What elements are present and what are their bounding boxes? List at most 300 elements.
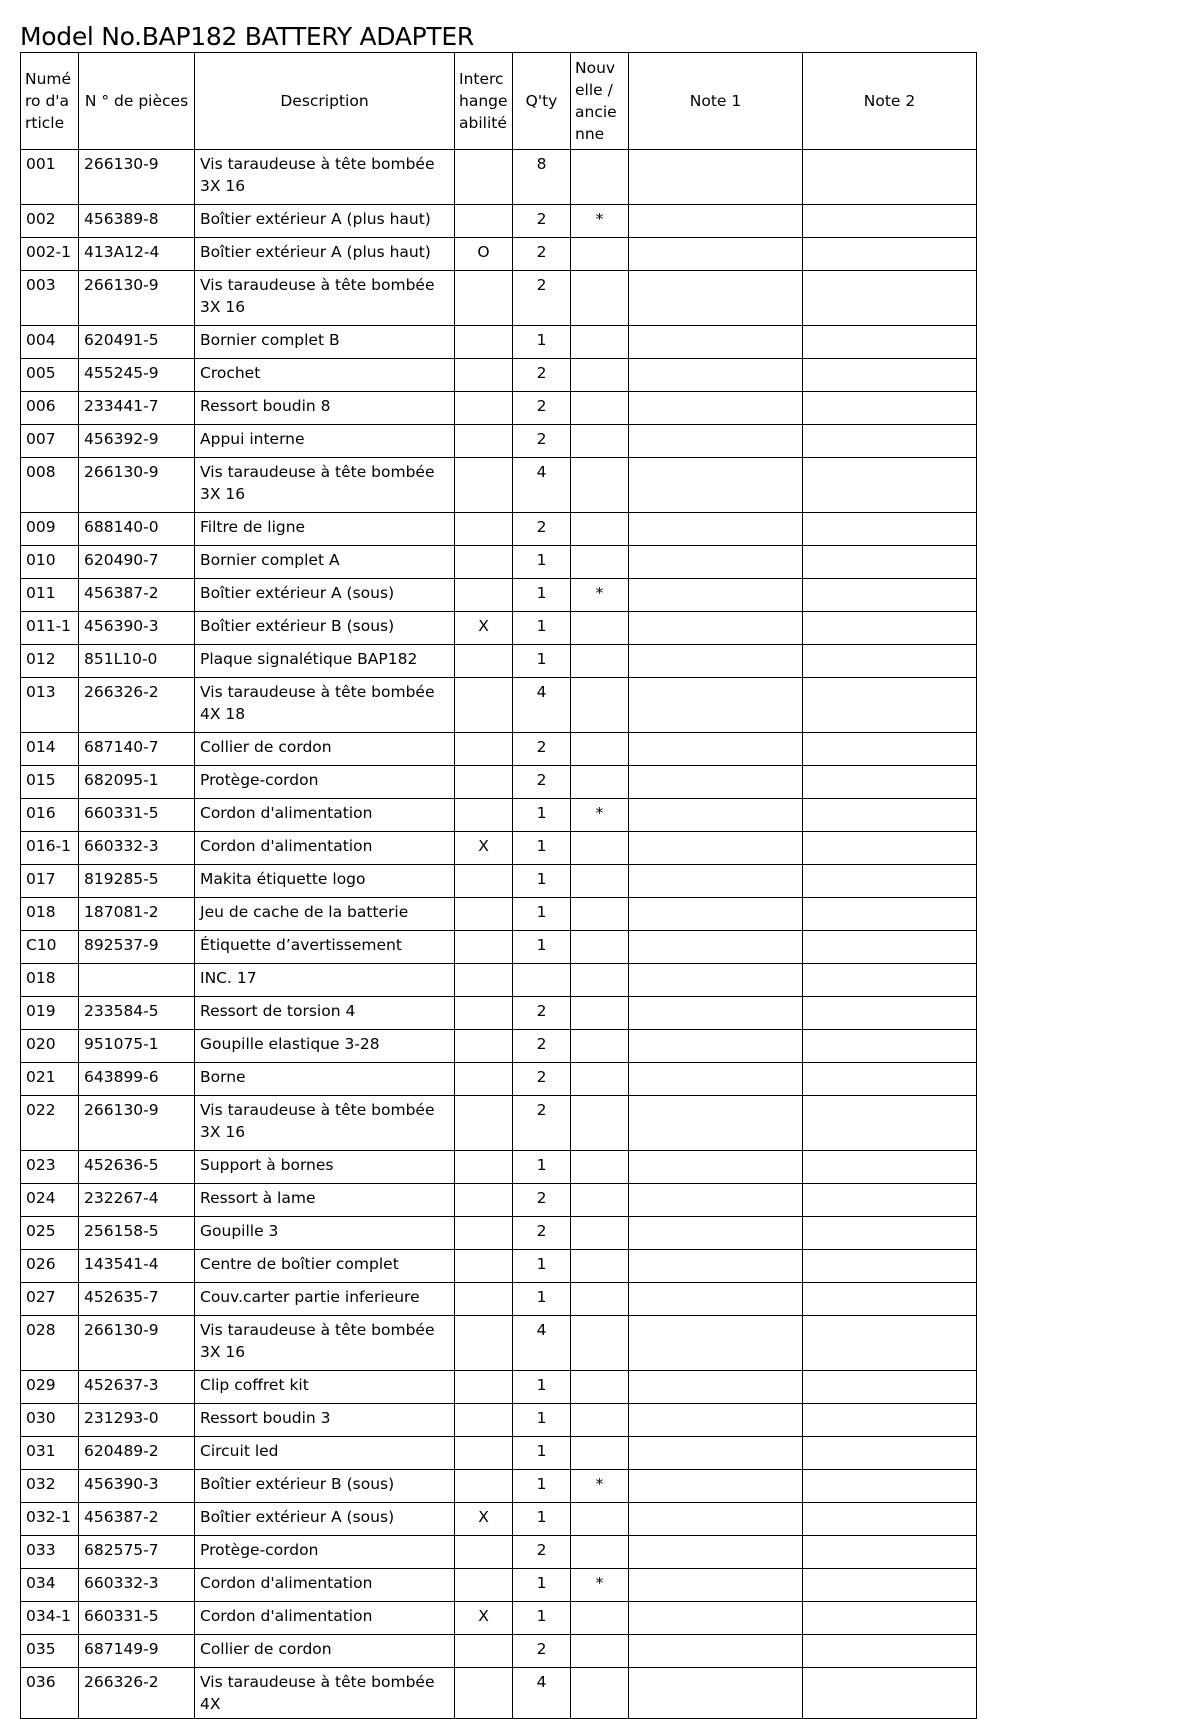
description-cell: Vis taraudeuse à tête bombée 3X 16 [195, 1096, 455, 1151]
interchangeability-cell [455, 931, 513, 964]
note-2-cell [803, 1283, 977, 1316]
item-number-cell: 011 [21, 579, 79, 612]
part-number-cell: 452635-7 [79, 1283, 195, 1316]
quantity-cell: 2 [513, 359, 571, 392]
interchangeability-cell [455, 579, 513, 612]
item-number-cell: 033 [21, 1536, 79, 1569]
new-old-cell [571, 1217, 629, 1250]
description-cell: Borne [195, 1063, 455, 1096]
new-old-cell [571, 1668, 629, 1719]
table-row [21, 546, 977, 579]
note-1-cell [629, 205, 803, 238]
quantity-cell: 1 [513, 1283, 571, 1316]
table-row [21, 150, 977, 205]
part-number-cell: 233584-5 [79, 997, 195, 1030]
part-number-cell: 456390-3 [79, 1470, 195, 1503]
note-2-cell [803, 546, 977, 579]
note-1-cell [629, 1217, 803, 1250]
interchangeability-cell [455, 1668, 513, 1719]
item-number-cell: 024 [21, 1184, 79, 1217]
note-1-cell [629, 733, 803, 766]
quantity-cell: 4 [513, 678, 571, 733]
description-cell: Boîtier extérieur A (sous) [195, 579, 455, 612]
description-cell: Boîtier extérieur A (plus haut) [195, 205, 455, 238]
interchangeability-cell [455, 425, 513, 458]
item-number-cell: 017 [21, 865, 79, 898]
header-qty: Q'ty [513, 53, 571, 150]
description-cell: Collier de cordon [195, 1635, 455, 1668]
note-2-cell [803, 678, 977, 733]
note-1-cell [629, 1151, 803, 1184]
note-1-cell [629, 1437, 803, 1470]
description-cell: Bornier complet B [195, 326, 455, 359]
note-2-cell [803, 359, 977, 392]
header-item-no: Numéro d'article [21, 53, 79, 150]
description-cell: Protège-cordon [195, 1536, 455, 1569]
note-2-cell [803, 733, 977, 766]
quantity-cell: 2 [513, 392, 571, 425]
interchangeability-cell [455, 1217, 513, 1250]
note-2-cell [803, 1569, 977, 1602]
quantity-cell: 2 [513, 425, 571, 458]
part-number-cell: 452637-3 [79, 1371, 195, 1404]
part-number-cell: 231293-0 [79, 1404, 195, 1437]
note-1-cell [629, 392, 803, 425]
new-old-cell [571, 1184, 629, 1217]
item-number-cell: 015 [21, 766, 79, 799]
header-new-old: Nouvelle / ancienne [571, 53, 629, 150]
description-cell: Vis taraudeuse à tête bombée 3X 16 [195, 1316, 455, 1371]
note-1-cell [629, 898, 803, 931]
quantity-cell: 1 [513, 1250, 571, 1283]
table-row [21, 579, 977, 612]
part-number-cell: 851L10-0 [79, 645, 195, 678]
new-old-cell: * [571, 205, 629, 238]
quantity-cell: 1 [513, 898, 571, 931]
item-number-cell: 031 [21, 1437, 79, 1470]
quantity-cell: 4 [513, 458, 571, 513]
quantity-cell: 1 [513, 1569, 571, 1602]
item-number-cell: 002-1 [21, 238, 79, 271]
quantity-cell: 1 [513, 865, 571, 898]
quantity-cell: 2 [513, 1635, 571, 1668]
new-old-cell [571, 1503, 629, 1536]
item-number-cell: 022 [21, 1096, 79, 1151]
note-2-cell [803, 1030, 977, 1063]
note-2-cell [803, 1250, 977, 1283]
note-1-cell [629, 1096, 803, 1151]
note-1-cell [629, 238, 803, 271]
new-old-cell [571, 359, 629, 392]
quantity-cell: 2 [513, 997, 571, 1030]
note-2-cell [803, 799, 977, 832]
note-2-cell [803, 238, 977, 271]
item-number-cell: 006 [21, 392, 79, 425]
part-number-cell [79, 964, 195, 997]
new-old-cell [571, 1316, 629, 1371]
table-row [21, 326, 977, 359]
table-row [21, 1437, 977, 1470]
part-number-cell: 643899-6 [79, 1063, 195, 1096]
note-2-cell [803, 1602, 977, 1635]
item-number-cell: 021 [21, 1063, 79, 1096]
part-number-cell: 455245-9 [79, 359, 195, 392]
new-old-cell: * [571, 1470, 629, 1503]
item-number-cell: 023 [21, 1151, 79, 1184]
new-old-cell [571, 766, 629, 799]
note-1-cell [629, 150, 803, 205]
note-1-cell [629, 1470, 803, 1503]
description-cell: Crochet [195, 359, 455, 392]
interchangeability-cell [455, 1151, 513, 1184]
table-row [21, 1283, 977, 1316]
description-cell: Support à bornes [195, 1151, 455, 1184]
description-cell: Boîtier extérieur A (plus haut) [195, 238, 455, 271]
note-2-cell [803, 579, 977, 612]
interchangeability-cell [455, 964, 513, 997]
note-1-cell [629, 832, 803, 865]
interchangeability-cell [455, 150, 513, 205]
part-number-cell: 456389-8 [79, 205, 195, 238]
table-row [21, 865, 977, 898]
new-old-cell [571, 238, 629, 271]
note-2-cell [803, 1151, 977, 1184]
description-cell: Boîtier extérieur B (sous) [195, 612, 455, 645]
part-number-cell: 266130-9 [79, 1096, 195, 1151]
table-row [21, 392, 977, 425]
table-row [21, 205, 977, 238]
interchangeability-cell [455, 1569, 513, 1602]
interchangeability-cell [455, 513, 513, 546]
note-1-cell [629, 1635, 803, 1668]
note-2-cell [803, 612, 977, 645]
part-number-cell: 266326-2 [79, 1668, 195, 1719]
new-old-cell [571, 150, 629, 205]
note-2-cell [803, 1635, 977, 1668]
note-2-cell [803, 1316, 977, 1371]
item-number-cell: 014 [21, 733, 79, 766]
note-1-cell [629, 1250, 803, 1283]
interchangeability-cell [455, 359, 513, 392]
note-1-cell [629, 1283, 803, 1316]
item-number-cell: 016 [21, 799, 79, 832]
item-number-cell: 018 [21, 964, 79, 997]
table-row [21, 1470, 977, 1503]
item-number-cell: 036 [21, 1668, 79, 1719]
item-number-cell: 008 [21, 458, 79, 513]
table-row [21, 458, 977, 513]
header-note-1: Note 1 [629, 53, 803, 150]
new-old-cell [571, 1250, 629, 1283]
part-number-cell: 232267-4 [79, 1184, 195, 1217]
new-old-cell [571, 645, 629, 678]
note-1-cell [629, 1184, 803, 1217]
description-cell: Jeu de cache de la batterie [195, 898, 455, 931]
new-old-cell [571, 513, 629, 546]
note-1-cell [629, 359, 803, 392]
item-number-cell: 034 [21, 1569, 79, 1602]
part-number-cell: 233441-7 [79, 392, 195, 425]
interchangeability-cell [455, 799, 513, 832]
interchangeability-cell [455, 1536, 513, 1569]
table-row [21, 271, 977, 326]
note-2-cell [803, 1536, 977, 1569]
note-2-cell [803, 1404, 977, 1437]
new-old-cell [571, 678, 629, 733]
table-row [21, 1536, 977, 1569]
new-old-cell: * [571, 1569, 629, 1602]
note-1-cell [629, 1404, 803, 1437]
table-row [21, 1184, 977, 1217]
description-cell: Cordon d'alimentation [195, 1602, 455, 1635]
item-number-cell: 025 [21, 1217, 79, 1250]
note-2-cell [803, 1437, 977, 1470]
description-cell: Ressort à lame [195, 1184, 455, 1217]
new-old-cell [571, 546, 629, 579]
item-number-cell: 012 [21, 645, 79, 678]
quantity-cell: 4 [513, 1316, 571, 1371]
quantity-cell: 1 [513, 799, 571, 832]
part-number-cell: 143541-4 [79, 1250, 195, 1283]
quantity-cell: 1 [513, 579, 571, 612]
quantity-cell: 1 [513, 1151, 571, 1184]
description-cell: Goupille 3 [195, 1217, 455, 1250]
note-1-cell [629, 799, 803, 832]
note-1-cell [629, 579, 803, 612]
quantity-cell: 2 [513, 733, 571, 766]
note-2-cell [803, 832, 977, 865]
header-description: Description [195, 53, 455, 150]
description-cell: Vis taraudeuse à tête bombée 3X 16 [195, 458, 455, 513]
quantity-cell: 1 [513, 1371, 571, 1404]
interchangeability-cell [455, 1437, 513, 1470]
interchangeability-cell [455, 546, 513, 579]
new-old-cell [571, 865, 629, 898]
note-2-cell [803, 425, 977, 458]
new-old-cell: * [571, 579, 629, 612]
interchangeability-cell [455, 1371, 513, 1404]
quantity-cell: 2 [513, 766, 571, 799]
description-cell: Plaque signalétique BAP182 [195, 645, 455, 678]
item-number-cell: 003 [21, 271, 79, 326]
quantity-cell: 1 [513, 931, 571, 964]
description-cell: Cordon d'alimentation [195, 799, 455, 832]
header-interchangeability: Interchangeabilité [455, 53, 513, 150]
item-number-cell: 018 [21, 898, 79, 931]
table-row [21, 1503, 977, 1536]
description-cell: Makita étiquette logo [195, 865, 455, 898]
item-number-cell: 005 [21, 359, 79, 392]
new-old-cell [571, 425, 629, 458]
quantity-cell: 4 [513, 1668, 571, 1719]
new-old-cell [571, 326, 629, 359]
interchangeability-cell [455, 997, 513, 1030]
interchangeability-cell [455, 1096, 513, 1151]
description-cell: Ressort boudin 8 [195, 392, 455, 425]
interchangeability-cell [455, 326, 513, 359]
note-1-cell [629, 1503, 803, 1536]
part-number-cell: 819285-5 [79, 865, 195, 898]
table-row [21, 645, 977, 678]
interchangeability-cell [455, 458, 513, 513]
item-number-cell: 028 [21, 1316, 79, 1371]
quantity-cell: 1 [513, 1404, 571, 1437]
part-number-cell: 660331-5 [79, 799, 195, 832]
quantity-cell: 2 [513, 1030, 571, 1063]
description-cell: Vis taraudeuse à tête bombée 4X [195, 1668, 455, 1719]
item-number-cell: 032-1 [21, 1503, 79, 1536]
part-number-cell: 266130-9 [79, 150, 195, 205]
quantity-cell: 1 [513, 326, 571, 359]
note-2-cell [803, 1063, 977, 1096]
note-1-cell [629, 865, 803, 898]
item-number-cell: 002 [21, 205, 79, 238]
quantity-cell: 2 [513, 513, 571, 546]
note-1-cell [629, 513, 803, 546]
note-1-cell [629, 1030, 803, 1063]
note-2-cell [803, 150, 977, 205]
quantity-cell: 1 [513, 1437, 571, 1470]
part-number-cell: 687149-9 [79, 1635, 195, 1668]
table-row [21, 733, 977, 766]
description-cell: Clip coffret kit [195, 1371, 455, 1404]
new-old-cell [571, 733, 629, 766]
item-number-cell: 016-1 [21, 832, 79, 865]
note-1-cell [629, 546, 803, 579]
quantity-cell: 2 [513, 238, 571, 271]
note-2-cell [803, 458, 977, 513]
note-1-cell [629, 1536, 803, 1569]
note-2-cell [803, 392, 977, 425]
table-row [21, 898, 977, 931]
description-cell: Vis taraudeuse à tête bombée 4X 18 [195, 678, 455, 733]
note-1-cell [629, 1316, 803, 1371]
description-cell: INC. 17 [195, 964, 455, 997]
new-old-cell [571, 964, 629, 997]
note-1-cell [629, 766, 803, 799]
parts-table [20, 52, 977, 1719]
part-number-cell: 620489-2 [79, 1437, 195, 1470]
description-cell: Collier de cordon [195, 733, 455, 766]
part-number-cell: 456387-2 [79, 579, 195, 612]
table-row [21, 997, 977, 1030]
new-old-cell [571, 271, 629, 326]
table-row [21, 238, 977, 271]
interchangeability-cell [455, 733, 513, 766]
description-cell: Bornier complet A [195, 546, 455, 579]
item-number-cell: C10 [21, 931, 79, 964]
quantity-cell: 1 [513, 546, 571, 579]
note-2-cell [803, 1470, 977, 1503]
table-row [21, 678, 977, 733]
interchangeability-cell [455, 205, 513, 238]
note-1-cell [629, 931, 803, 964]
part-number-cell: 660332-3 [79, 832, 195, 865]
new-old-cell [571, 1283, 629, 1316]
interchangeability-cell: X [455, 1602, 513, 1635]
item-number-cell: 030 [21, 1404, 79, 1437]
note-1-cell [629, 997, 803, 1030]
item-number-cell: 034-1 [21, 1602, 79, 1635]
part-number-cell: 687140-7 [79, 733, 195, 766]
description-cell: Cordon d'alimentation [195, 832, 455, 865]
interchangeability-cell [455, 1184, 513, 1217]
interchangeability-cell [455, 645, 513, 678]
item-number-cell: 013 [21, 678, 79, 733]
item-number-cell: 001 [21, 150, 79, 205]
new-old-cell [571, 832, 629, 865]
note-1-cell [629, 425, 803, 458]
part-number-cell: 187081-2 [79, 898, 195, 931]
part-number-cell: 456387-2 [79, 1503, 195, 1536]
quantity-cell: 2 [513, 1536, 571, 1569]
page-title: Model No.BAP182 BATTERY ADAPTER [20, 22, 474, 51]
interchangeability-cell [455, 392, 513, 425]
part-number-cell: 688140-0 [79, 513, 195, 546]
note-1-cell [629, 326, 803, 359]
part-number-cell: 256158-5 [79, 1217, 195, 1250]
part-number-cell: 620491-5 [79, 326, 195, 359]
table-row [21, 1569, 977, 1602]
interchangeability-cell [455, 1470, 513, 1503]
interchangeability-cell: O [455, 238, 513, 271]
description-cell: Boîtier extérieur A (sous) [195, 1503, 455, 1536]
quantity-cell [513, 964, 571, 997]
quantity-cell: 1 [513, 1470, 571, 1503]
quantity-cell: 1 [513, 832, 571, 865]
description-cell: Protège-cordon [195, 766, 455, 799]
item-number-cell: 019 [21, 997, 79, 1030]
new-old-cell [571, 1635, 629, 1668]
note-2-cell [803, 964, 977, 997]
table-row [21, 1602, 977, 1635]
table-row [21, 1030, 977, 1063]
note-2-cell [803, 1217, 977, 1250]
note-1-cell [629, 1063, 803, 1096]
new-old-cell [571, 392, 629, 425]
new-old-cell [571, 458, 629, 513]
note-2-cell [803, 326, 977, 359]
quantity-cell: 1 [513, 645, 571, 678]
description-cell: Ressort boudin 3 [195, 1404, 455, 1437]
item-number-cell: 032 [21, 1470, 79, 1503]
header-note-2: Note 2 [803, 53, 977, 150]
new-old-cell: * [571, 799, 629, 832]
interchangeability-cell [455, 865, 513, 898]
part-number-cell: 892537-9 [79, 931, 195, 964]
note-1-cell [629, 964, 803, 997]
interchangeability-cell [455, 1635, 513, 1668]
new-old-cell [571, 1030, 629, 1063]
description-cell: Circuit led [195, 1437, 455, 1470]
parts-table-body [21, 150, 977, 1719]
new-old-cell [571, 1404, 629, 1437]
part-number-cell: 266130-9 [79, 271, 195, 326]
part-number-cell: 452636-5 [79, 1151, 195, 1184]
note-1-cell [629, 645, 803, 678]
item-number-cell: 011-1 [21, 612, 79, 645]
table-row [21, 1096, 977, 1151]
part-number-cell: 456392-9 [79, 425, 195, 458]
description-cell: Vis taraudeuse à tête bombée 3X 16 [195, 150, 455, 205]
quantity-cell: 2 [513, 1184, 571, 1217]
note-2-cell [803, 645, 977, 678]
new-old-cell [571, 1602, 629, 1635]
table-row [21, 964, 977, 997]
new-old-cell [571, 1371, 629, 1404]
interchangeability-cell: X [455, 832, 513, 865]
new-old-cell [571, 1096, 629, 1151]
